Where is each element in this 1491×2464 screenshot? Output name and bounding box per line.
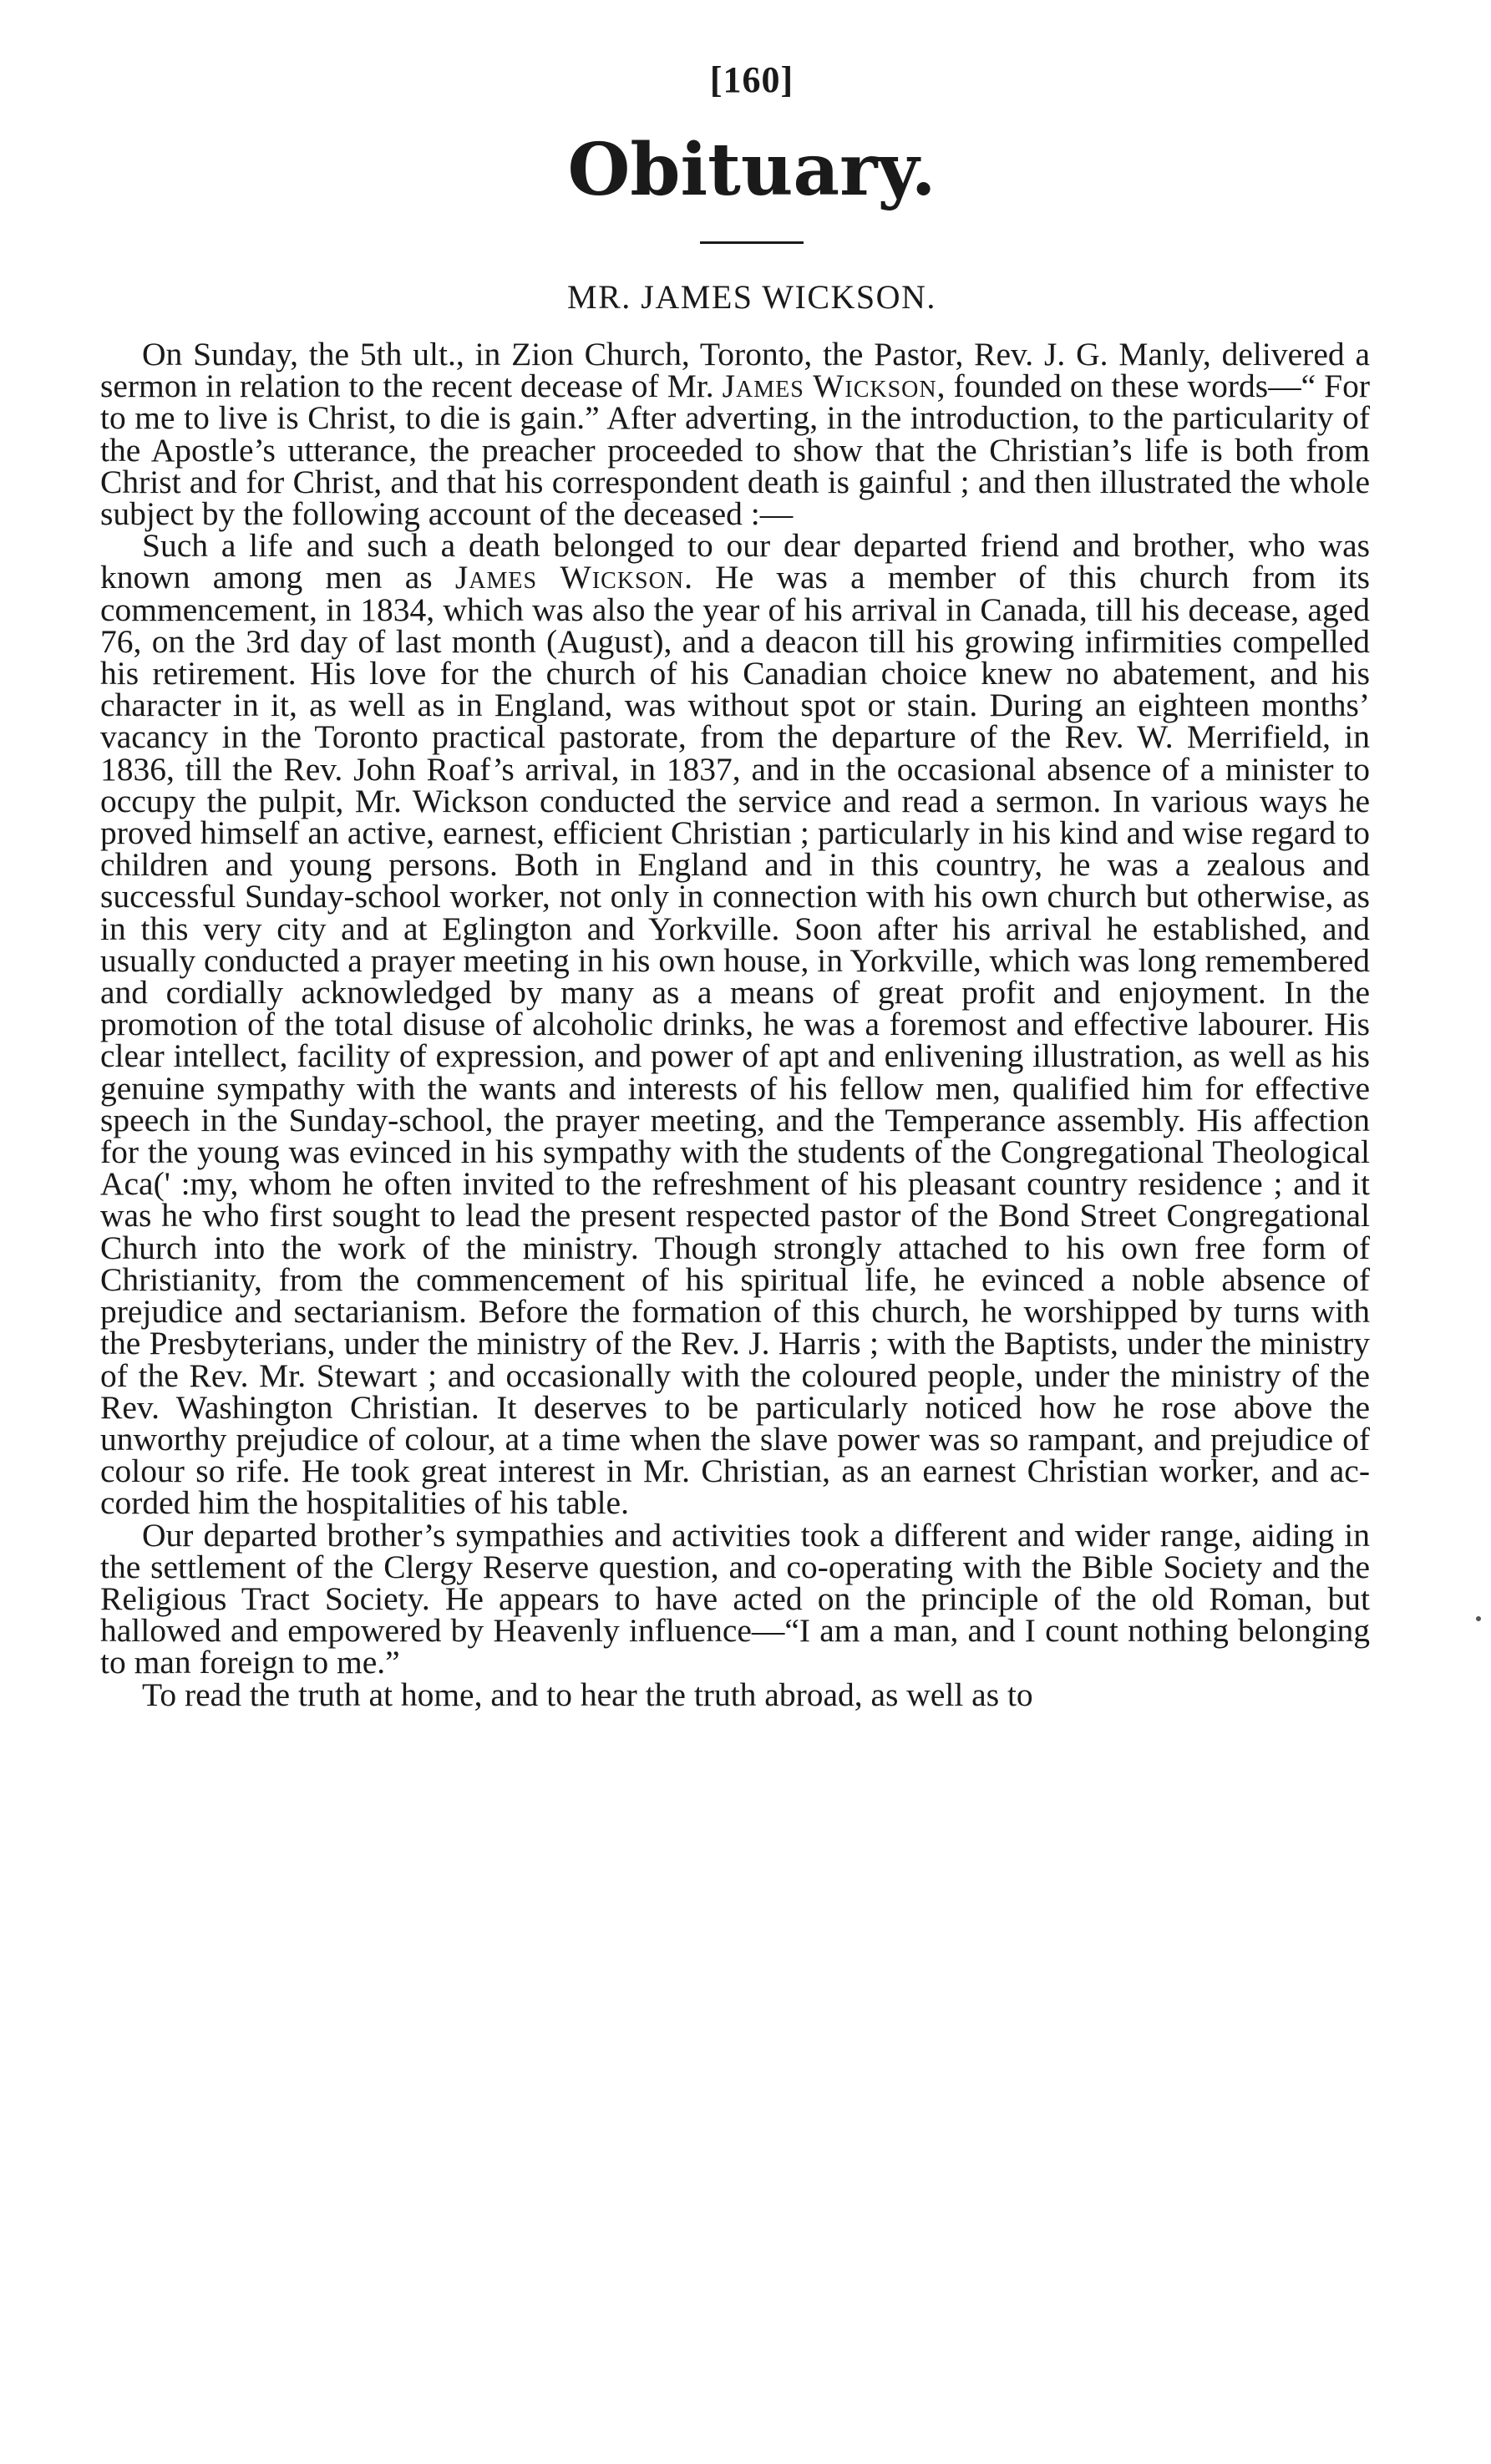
paragraph-2-text-a: Such a life and such a death belonged to our dear departed friend and brother, who was known among men as — [100, 527, 1370, 596]
paragraph-3: Our departed brother’s sympathies and activities took a different and wider range, aiding in the settlement of the Clergy Reserve question, and co-operating with the Bible Society and the Religious Tract Society. He appears to have acted on the principle of the old Roman, but hallowed and empowered by Heavenly influence—“I am a man, and I count nothing belonging to man foreign to me.” — [100, 1516, 1370, 1681]
paragraph-4: To read the truth at home, and to hear the truth abroad, as well as to — [142, 1676, 1033, 1713]
paragraph-1-text-a: On Sunday, the 5th ult., in Zion Church, Toronto, the Pastor, Rev. J. G. Manly, delivered a sermon in relation to the recent decease of Mr. — [100, 336, 1370, 405]
divider-rule — [700, 241, 804, 244]
paragraph-1-text-b: , founded on these words—“ For to me to live is Christ, to die is gain.” After adverting, in the introduction, to the particularity of the Apostle’s utterance, the preacher proceeded to show that the Christian’s life is both from Christ and for Christ, and that his correspondent death is gainful ; and then illustrated the whole subject by the following account of the deceased :— — [100, 368, 1370, 533]
section-heading: Obituary. — [567, 128, 936, 212]
print-speck — [1476, 1616, 1481, 1621]
name-small-caps: James Wickson — [722, 368, 937, 405]
paragraph-1 — [100, 336, 1370, 533]
paragraph-2 — [100, 527, 1371, 1522]
page-number: [160] — [709, 59, 794, 100]
name-small-caps: James Wickson — [454, 559, 685, 596]
obituary-subject: MR. JAMES WICKSON. — [567, 278, 936, 316]
paragraph-2-text-b: . He was a member of this church from its commencement, in 1834, which was also the year of his arrival in Canada, till his decease, aged 76, on the 3rd day of last month (August), and a deacon till his growing infirmities compelled his retirement. His love for the church of his Canadian choice knew no abatement, and his character in it, as well as in England, was without spot or stain. During an eighteen months’ vacancy in the Toronto practical pastorate, from the departure of the Rev. W. Merrifield, in 1836, till the Rev. John Roaf’s arrival, in 1837, and in the occasional absence of a minister to occupy the pulpit, Mr. Wickson conducted the service and read a sermon. In various ways he proved himself an active, earnest, efficient Christian ; particularly in his kind and wise regard to children and young persons. Both in England and in this country, he was a zealous and successful Sunday-school worker, not only in connection with his own church but otherwise, as in this very city and at Eglington and Yorkville. Soon after his arrival he established, and usually conducted a prayer meeting in his own house, in Yorkville, which was long remembered and cordially acknowledged by many as a means of great profit and enjoyment. In the promotion of the total disuse of alcoholic drinks, he was a foremost and effective labourer. His clear intellect, facility of expression, and power of apt and enlivening illustration, as well as his genuine sympathy with the wants and interests of his fellow men, qualified him for effective speech in the Sunday-school, the prayer meeting, and the Temperance assembly. His affection for the young was evinced in his sympathy with the students of the Congregational Theological Aca(' :my, whom he often invited to the refreshment of his pleasant country residence ; and it was he who first sought to lead the present respected pastor of the Bond Street Congregational Church into the work of the ministry. Though strongly attached to his own free form of Christianity, from the commencement of his spiritual life, he evinced a noble absence of prejudice and sectarianism. Before the formation of this church, he worshipped by turns with the Presbyterians, under the ministry of the Rev. J. Harris ; with the Baptists, under the ministry of the Rev. Mr. Stewart ; and occasionally with the coloured people, under the ministry of the Rev. Washington Christian. It deserves to be particularly noticed how he rose above the unworthy prejudice of colour, at a time when the slave power was so rampant, and prejudice of colour so rife. He took great interest in Mr. Christian, as an earnest Christian worker, and accorded him the hospitalities of his table. — [100, 559, 1371, 1522]
page — [100, 58, 1370, 1711]
